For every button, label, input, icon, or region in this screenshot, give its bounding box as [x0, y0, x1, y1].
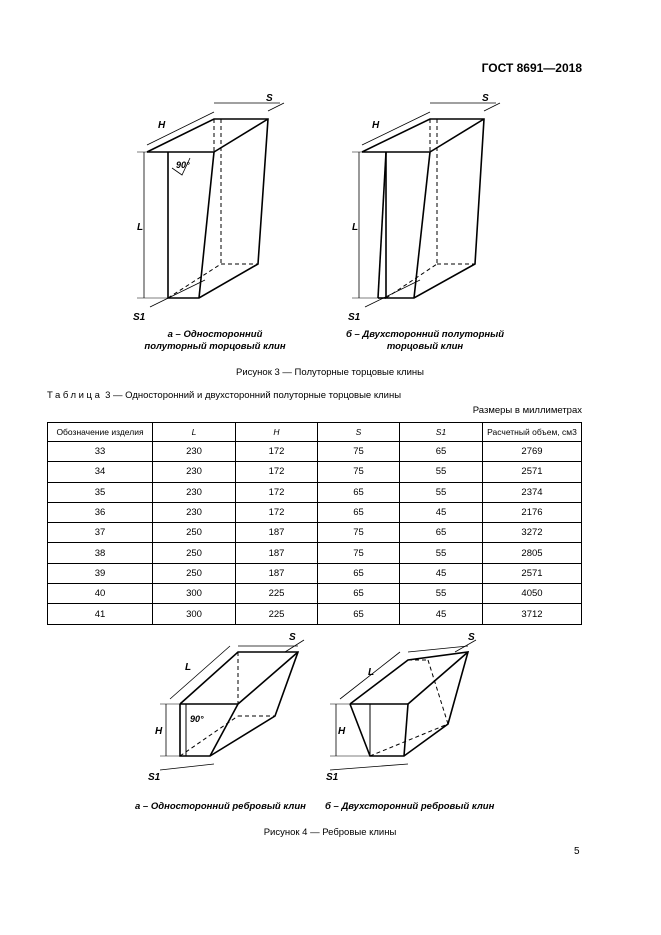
table-cell: 40 [48, 584, 153, 604]
table-cell: 172 [236, 482, 318, 502]
fig3a-caption: а – Односторонний полуторный торцовый клин [144, 329, 286, 352]
table-cell: 45 [400, 604, 483, 624]
table-cell: 250 [153, 563, 236, 583]
table-cell: 250 [153, 543, 236, 563]
table-cell: 187 [236, 523, 318, 543]
table-row [48, 584, 582, 604]
col-header-S: S [318, 423, 400, 442]
table-cell: 65 [318, 604, 400, 624]
fig3a-angle-label: 90° [176, 160, 190, 170]
figure3-title: Рисунок 3 — Полуторные торцовые клины [236, 367, 424, 378]
table-cell: 34 [48, 462, 153, 482]
table-cell: 3272 [483, 523, 582, 543]
table-cell: 230 [153, 502, 236, 522]
fig3a-H-label: H [158, 120, 166, 131]
figure4b-drawing [330, 640, 476, 770]
fig4a-S-label: S [289, 632, 296, 643]
table-cell: 33 [48, 442, 153, 462]
table-cell: 230 [153, 462, 236, 482]
table-row [48, 523, 582, 543]
table-cell: 39 [48, 563, 153, 583]
table-cell: 187 [236, 563, 318, 583]
table-cell: 230 [153, 442, 236, 462]
page-number: 5 [574, 846, 580, 857]
table-cell: 45 [400, 502, 483, 522]
table-cell: 75 [318, 523, 400, 543]
fig4b-caption: б – Двухсторонний ребровый клин [325, 801, 495, 812]
table-cell: 187 [236, 543, 318, 563]
figure3a-drawing [137, 103, 284, 307]
figure4-title: Рисунок 4 — Ребровые клины [263, 827, 397, 838]
col-header-H: H [236, 423, 318, 442]
table-cell: 65 [400, 523, 483, 543]
col-header-L: L [153, 423, 236, 442]
fig3b-caption: б – Двухсторонний полуторный торцовый клин [345, 329, 505, 352]
table-cell: 75 [318, 543, 400, 563]
table-cell: 65 [400, 442, 483, 462]
fig4b-H-label: H [338, 726, 346, 737]
table-cell: 172 [236, 502, 318, 522]
table-row [48, 604, 582, 624]
table-cell: 65 [318, 502, 400, 522]
table-cell: 172 [236, 462, 318, 482]
table-cell: 55 [400, 584, 483, 604]
table-row [48, 462, 582, 482]
table-cell: 65 [318, 563, 400, 583]
table-cell: 300 [153, 604, 236, 624]
table-cell: 38 [48, 543, 153, 563]
table-cell: 2571 [483, 462, 582, 482]
fig3b-S-label: S [482, 93, 489, 104]
table-cell: 41 [48, 604, 153, 624]
table-cell: 65 [318, 584, 400, 604]
table3 [47, 422, 582, 625]
fig4b-S1-label: S1 [326, 772, 339, 783]
table-cell: 37 [48, 523, 153, 543]
fig4a-S1-label: S1 [148, 772, 161, 783]
table-row [48, 482, 582, 502]
table-cell: 2805 [483, 543, 582, 563]
fig3a-S-label: S [266, 93, 273, 104]
fig3b-L-label: L [352, 222, 359, 233]
table-cell: 65 [318, 482, 400, 502]
col-header-designation: Обозначение изделия [48, 423, 153, 442]
table-header-row [48, 423, 582, 442]
table-row [48, 563, 582, 583]
table-cell: 75 [318, 462, 400, 482]
table-cell: 2571 [483, 563, 582, 583]
table-cell: 2374 [483, 482, 582, 502]
table-cell: 35 [48, 482, 153, 502]
fig4a-angle-label: 90° [190, 714, 204, 724]
table-cell: 225 [236, 604, 318, 624]
table-cell: 55 [400, 462, 483, 482]
table-cell: 45 [400, 563, 483, 583]
table-cell: 230 [153, 482, 236, 502]
table-cell: 172 [236, 442, 318, 462]
table-cell: 55 [400, 482, 483, 502]
fig4a-L-label: L [185, 662, 192, 673]
table-cell: 2769 [483, 442, 582, 462]
table-cell: 75 [318, 442, 400, 462]
table-cell: 250 [153, 523, 236, 543]
fig4a-H-label: H [155, 726, 163, 737]
col-header-S1: S1 [400, 423, 483, 442]
table-cell: 225 [236, 584, 318, 604]
table-row [48, 543, 582, 563]
table-cell: 4050 [483, 584, 582, 604]
table3-caption: Таблица 3 — Односторонний и двухсторонний полуторные торцовые клины [47, 390, 402, 401]
table-cell: 2176 [483, 502, 582, 522]
document-code: ГОСТ 8691—2018 [481, 61, 582, 75]
table-cell: 55 [400, 543, 483, 563]
table-cell: 3712 [483, 604, 582, 624]
fig4a-caption: а – Односторонний ребровый клин [135, 801, 306, 812]
fig3b-H-label: H [372, 120, 380, 131]
col-header-volume: Расчетный объем, см3 [483, 423, 582, 442]
fig3b-S1-label: S1 [348, 312, 361, 323]
fig4b-L-label: L [368, 667, 375, 678]
table3-units: Размеры в миллиметрах [472, 405, 582, 416]
fig3a-L-label: L [137, 222, 144, 233]
table-cell: 300 [153, 584, 236, 604]
table-row [48, 442, 582, 462]
table-cell: 36 [48, 502, 153, 522]
fig3a-S1-label: S1 [133, 312, 146, 323]
figure4a-drawing [160, 640, 304, 770]
figure3b-drawing [352, 103, 500, 307]
fig4b-S-label: S [468, 632, 475, 643]
table-row [48, 502, 582, 522]
